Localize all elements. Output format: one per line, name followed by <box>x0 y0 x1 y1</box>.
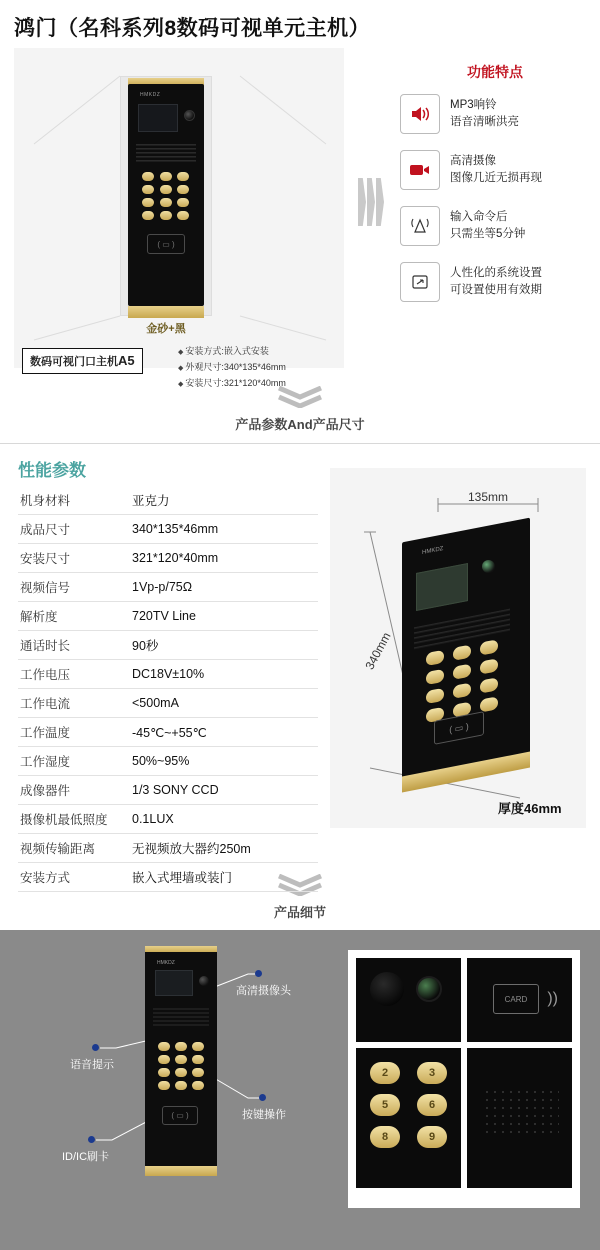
spec-value: DC18V±10% <box>122 660 318 689</box>
page-title: 鸿门（名科系列8数码可视单元主机） <box>14 17 371 40</box>
table-row <box>18 544 318 573</box>
photo-row <box>356 958 572 1042</box>
dimension-thickness-label: 厚度46mm <box>498 801 562 816</box>
camera-lens-icon <box>370 972 404 1006</box>
card-reader-zone: ( ▭ ) <box>147 234 185 254</box>
camera-lens-icon <box>199 976 209 986</box>
keypad-closeup <box>370 1062 450 1148</box>
spec-key: 工作电流 <box>18 689 122 718</box>
card-reader-zone: ( ▭ ) <box>162 1106 198 1125</box>
camera-lens-icon <box>184 110 195 121</box>
model-badge-code: A5 <box>118 353 135 368</box>
spec-key: 成像器件 <box>18 776 122 805</box>
table-row <box>18 602 318 631</box>
device-lcd-screen <box>138 104 178 132</box>
color-variant-label: 金砂+黑 <box>146 323 186 335</box>
dimension-drawing-panel <box>330 468 586 828</box>
photo-speaker-closeup <box>467 1048 572 1188</box>
arrow-right-icon <box>358 178 384 226</box>
callout-dot <box>88 1136 95 1143</box>
feature-text <box>450 153 542 187</box>
spec-key: 视频信号 <box>18 573 122 602</box>
card-reader-zone: ( ▭ ) <box>434 711 484 745</box>
hero-section <box>0 48 600 388</box>
section-divider-params <box>0 368 600 450</box>
feature-item-mp3 <box>400 94 590 134</box>
feature-line1: 人性化的系统设置 <box>450 267 542 279</box>
brand-mark: HMKDZ <box>157 960 175 966</box>
brand-mark: HMKDZ <box>140 92 161 98</box>
spec-value: -45℃~+55℃ <box>122 718 318 747</box>
speaker-grille <box>483 1088 559 1134</box>
spec-value: 340*135*46mm <box>122 515 318 544</box>
spec-value: 1/3 SONY CCD <box>122 776 318 805</box>
photo-card-closeup <box>467 958 572 1042</box>
spec-value: 50%~95% <box>122 747 318 776</box>
divider-label: 产品参数And产品尺寸 <box>235 417 365 432</box>
table-row <box>18 486 318 515</box>
feature-line1: 高清摄像 <box>450 155 496 167</box>
rfid-wave-icon: )) <box>547 990 558 1007</box>
callout-dot <box>255 970 262 977</box>
callout-keypad: 按键操作 <box>242 1109 286 1121</box>
spec-key: 安装尺寸 <box>18 544 122 573</box>
feature-line2: 图像几近无损再现 <box>450 172 542 184</box>
spec-value: 亚克力 <box>122 486 318 515</box>
feature-text <box>450 265 542 299</box>
spec-value: 321*120*40mm <box>122 544 318 573</box>
table-row <box>18 718 318 747</box>
feature-line1: MP3响铃 <box>450 99 497 111</box>
callout-card: ID/IC刷卡 <box>62 1151 110 1163</box>
features-title: 功能特点 <box>467 64 523 80</box>
feature-item-command <box>400 206 590 246</box>
spec-key: 视频传输距离 <box>18 834 122 863</box>
table-row <box>18 834 318 863</box>
spec-value: 1Vp-p/75Ω <box>122 573 318 602</box>
feature-text <box>450 209 525 243</box>
table-row <box>18 747 318 776</box>
camera-lens-icon <box>482 560 495 573</box>
brand-mark: HMKDZ <box>422 545 444 557</box>
speaker-grille <box>153 1008 209 1028</box>
spec-key: 摄像机最低照度 <box>18 805 122 834</box>
feature-line2: 可设置使用有效期 <box>450 284 542 296</box>
key-button: 9 <box>417 1126 447 1148</box>
table-row <box>18 660 318 689</box>
device-bottom-trim <box>128 306 204 318</box>
speaker-grille <box>136 144 196 162</box>
install-bullet: ◆ 安装方式:嵌入式安装 <box>178 344 286 360</box>
feature-line2: 只需坐等5分钟 <box>450 228 526 240</box>
spec-value: <500mA <box>122 689 318 718</box>
spec-key: 通话时长 <box>18 631 122 660</box>
photo-row <box>356 1048 572 1188</box>
photo-camera-closeup <box>356 958 461 1042</box>
page-header <box>0 0 600 48</box>
callout-dot <box>259 1094 266 1101</box>
table-row <box>18 573 318 602</box>
table-row <box>18 689 318 718</box>
key-button: 2 <box>370 1062 400 1084</box>
detail-photo-grid <box>348 950 580 1208</box>
spec-key: 安装方式 <box>18 863 122 892</box>
spec-key: 工作温度 <box>18 718 122 747</box>
table-row <box>18 515 318 544</box>
callout-camera: 高清摄像头 <box>236 985 291 997</box>
spec-value: 无视频放大器约250m <box>122 834 318 863</box>
spec-title: 性能参数 <box>18 461 86 480</box>
divider-rule <box>0 443 600 444</box>
device-lcd-screen <box>155 970 193 996</box>
camera-icon <box>400 150 440 190</box>
table-row <box>18 776 318 805</box>
feature-item-settings <box>400 262 590 302</box>
feature-text <box>450 97 519 131</box>
install-bullet: ◆ 安装尺寸:321*120*40mm <box>178 376 286 392</box>
features-panel <box>400 62 590 318</box>
specifications-section <box>0 450 600 885</box>
spec-table <box>18 486 318 892</box>
install-bullets <box>178 344 286 392</box>
camera-lens-icon <box>416 976 442 1002</box>
spec-key: 机身材料 <box>18 486 122 515</box>
table-row <box>18 863 318 892</box>
install-bullet: ◆ 外观尺寸:340*135*46mm <box>178 360 286 376</box>
device-keypad <box>142 172 190 220</box>
speaker-icon <box>400 94 440 134</box>
device-keypad <box>426 639 500 723</box>
model-badge <box>22 348 143 374</box>
device-bottom-trim <box>145 1166 217 1176</box>
spec-value: 嵌入式埋墙或装门 <box>122 863 318 892</box>
key-button: 5 <box>370 1094 400 1116</box>
product-detail-section <box>0 930 600 1250</box>
spec-key: 成品尺寸 <box>18 515 122 544</box>
spec-key: 工作电压 <box>18 660 122 689</box>
dimension-width-label: 135mm <box>468 490 509 504</box>
model-badge-prefix: 数码可视门口主机 <box>30 356 118 368</box>
spec-value: 720TV Line <box>122 602 318 631</box>
key-button: 8 <box>370 1126 400 1148</box>
dimension-height-label: 340mm <box>362 630 394 672</box>
divider-label: 产品细节 <box>273 905 326 920</box>
spec-value: 90秒 <box>122 631 318 660</box>
table-row <box>18 631 318 660</box>
spec-value: 0.1LUX <box>122 805 318 834</box>
settings-icon <box>400 262 440 302</box>
key-button: 3 <box>417 1062 447 1084</box>
antenna-icon <box>400 206 440 246</box>
callout-dot <box>92 1044 99 1051</box>
key-button: 6 <box>417 1094 447 1116</box>
photo-keypad-closeup <box>356 1048 461 1188</box>
feature-line1: 输入命令后 <box>450 211 508 223</box>
callout-voice: 语音提示 <box>70 1059 114 1071</box>
feature-item-camera <box>400 150 590 190</box>
table-row <box>18 805 318 834</box>
spec-key: 解析度 <box>18 602 122 631</box>
card-icon: CARD <box>493 984 539 1014</box>
feature-line2: 语音清晰洪亮 <box>450 116 519 128</box>
device-keypad <box>158 1042 204 1090</box>
spec-key: 工作湿度 <box>18 747 122 776</box>
